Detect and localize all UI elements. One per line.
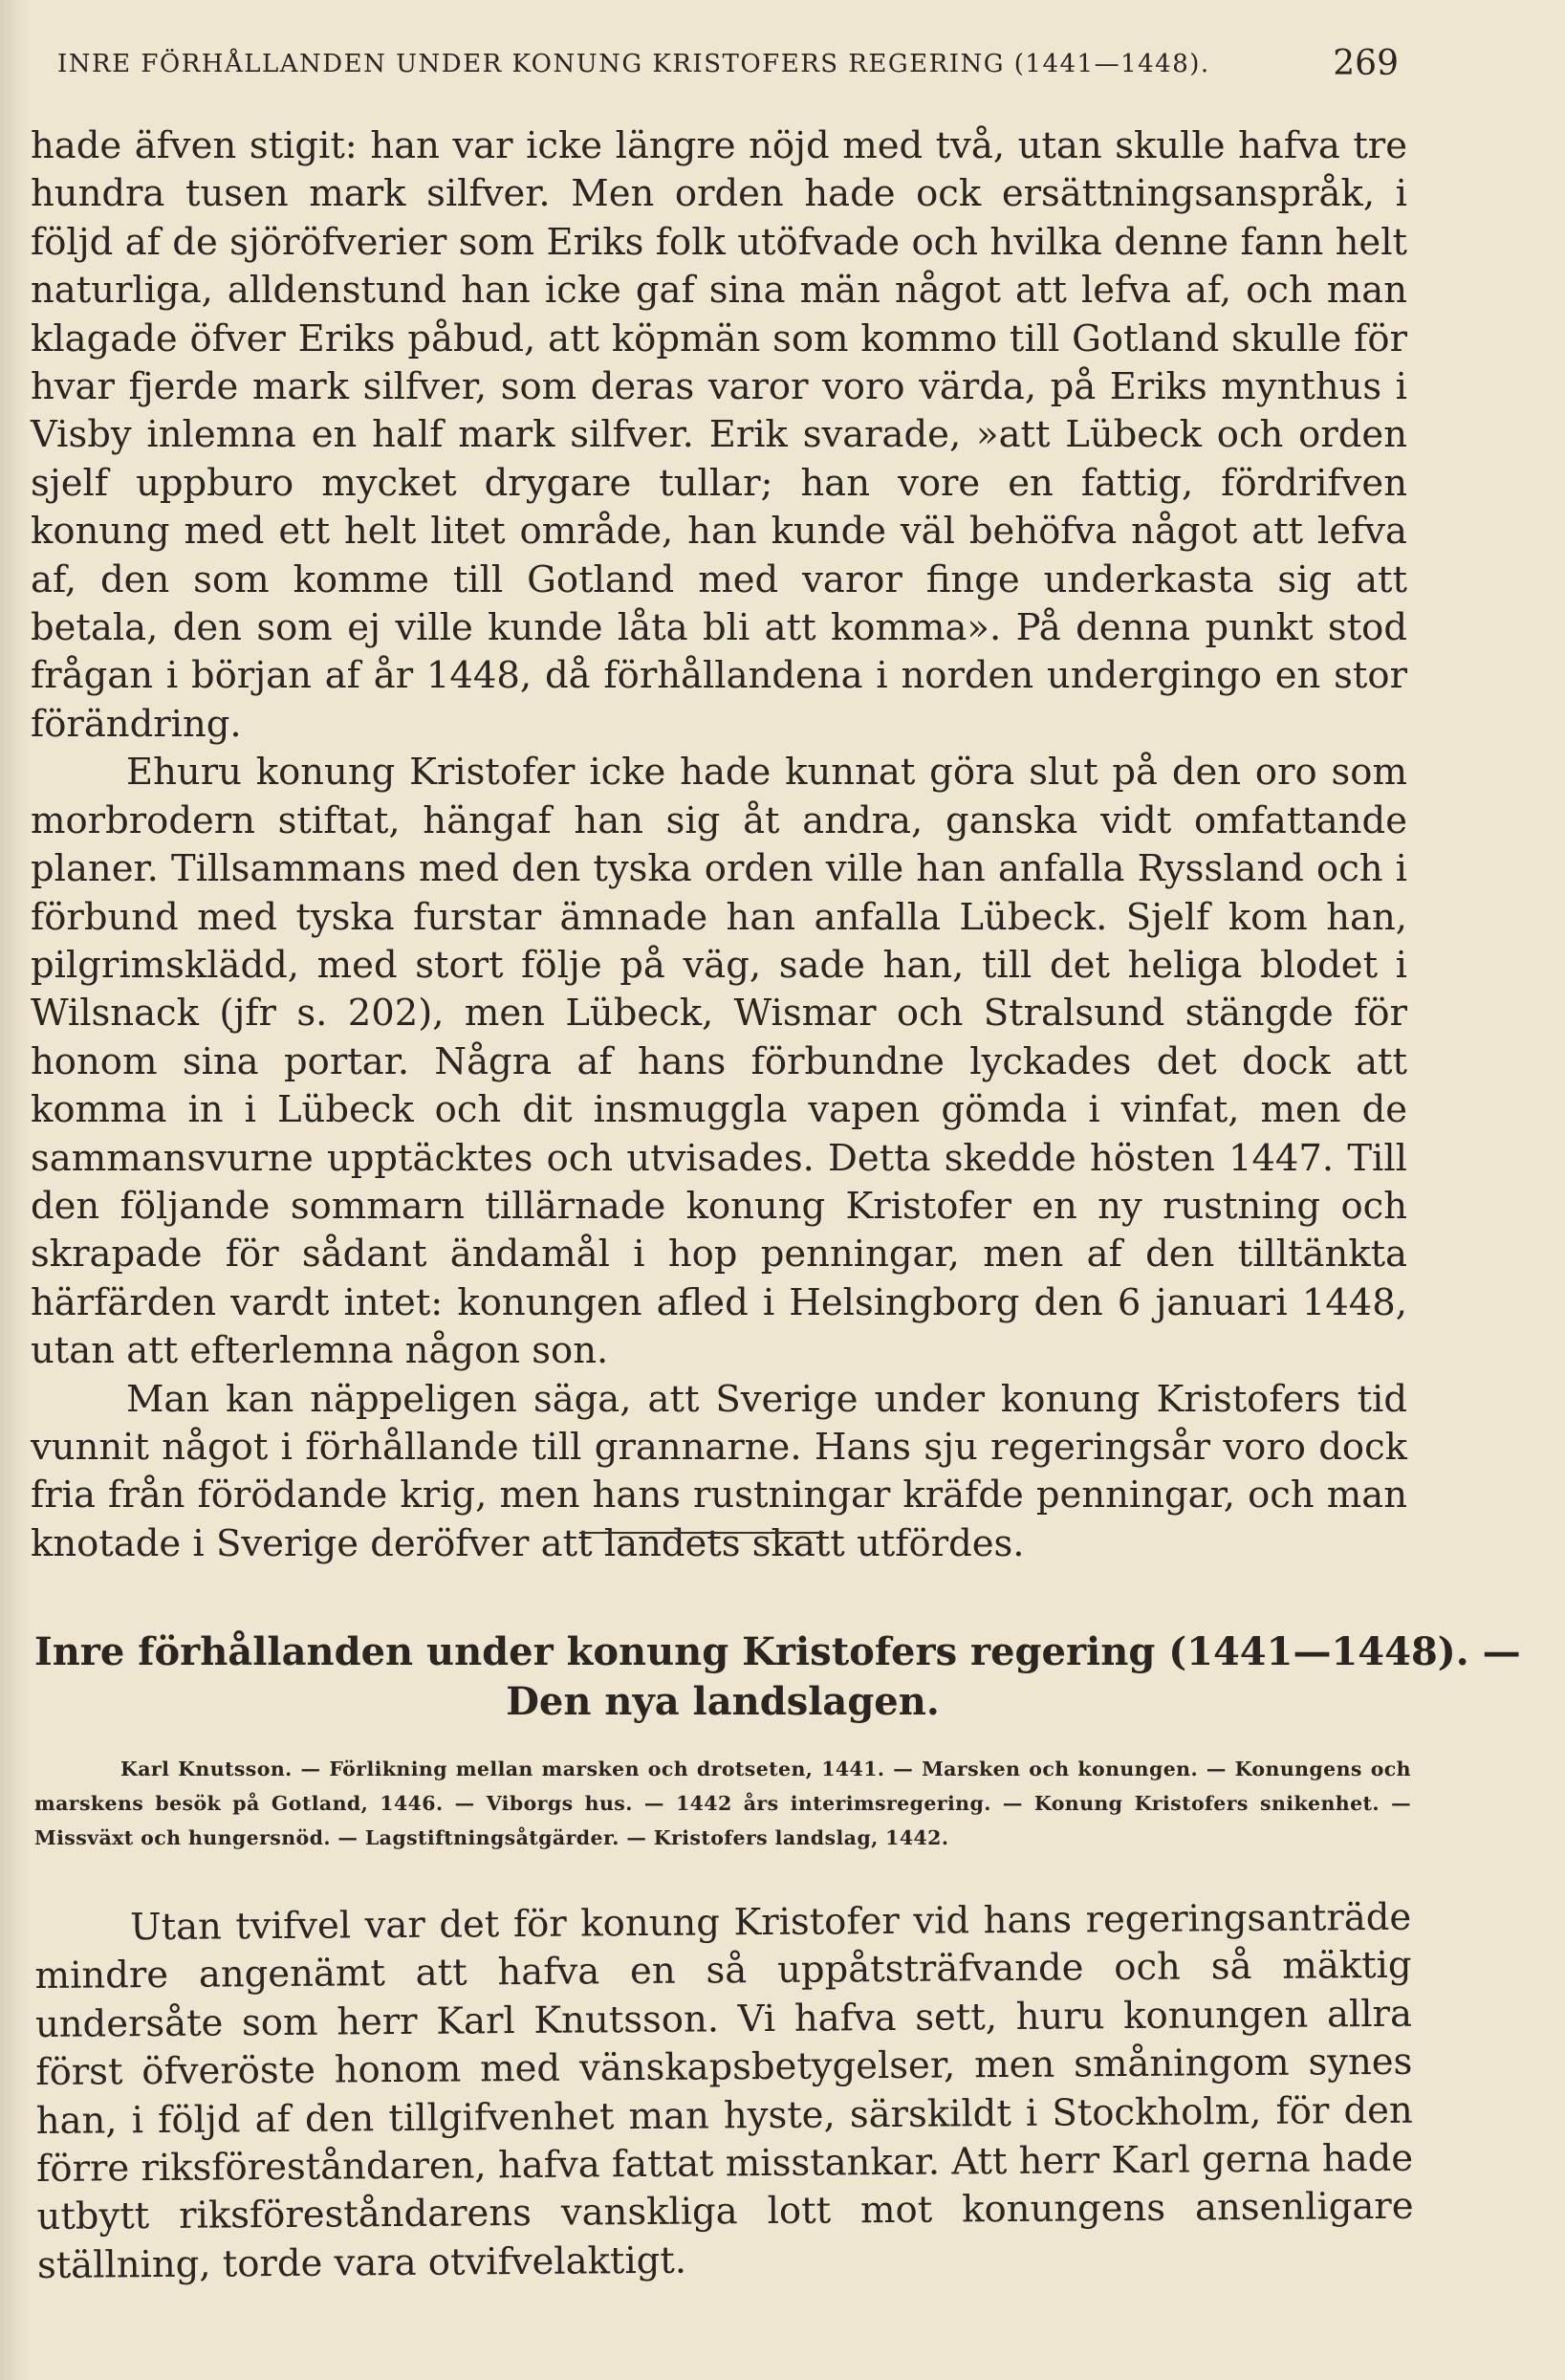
chapter-body [34, 1894, 1414, 2291]
chapter-title-line-1: Inre förhållanden under konung Kristofers regering (1441—1448). — [34, 1629, 1521, 1674]
running-head: INRE FÖRHÅLLANDEN UNDER KONUNG KRISTOFERS REGERING (1441—1448). [57, 50, 1210, 78]
page-number: 269 [1333, 44, 1399, 83]
body-text [31, 122, 1407, 1568]
paragraph-3: Man kan näppeligen säga, att Sverige under konung Kristofers tid vunnit något i förhållande till grannarne. Hans sju regeringsår voro dock fria från förödande krig, men hans rustningar kräfde penningar, och man knotade i Sverige deröfver att landets skatt utfördes. [31, 1377, 1407, 1565]
chapter-summary [34, 1752, 1411, 1855]
chapter-opening-paragraph: Utan tvifvel var det för konung Kristofer vid hans regeringsanträde mindre angenämt att hafva en så uppåtsträfvande och så mäktig undersåte som herr Karl Knutsson. Vi hafva sett, huru konungen allra först öfveröste honom med vänskapsbetygelser, men småningom synes han, i följd af den tillgifvenhet man hyste, särskildt i Stockholm, för den förre riksföreståndaren, hafva fattat misstankar. Att herr Karl gerna hade utbytt riksföreståndarens vanskliga lott mot konungens ansenligare ställning, torde vara otvifvelaktigt. [34, 1895, 1414, 2287]
chapter-title-line-2: Den nya landslagen. [506, 1679, 940, 1724]
paragraph-2: Ehuru konung Kristofer icke hade kunnat göra slut på den oro som morbrodern stiftat, hängaf han sig åt andra, ganska vidt omfattande planer. Tillsammans med den tyska orden ville han anfalla Ryssland och i förbund med tyska furstar ämnade han anfalla Lübeck. Sjelf kom han, pilgrimsklädd, med stort följe på väg, sade han, till det heliga blodet i Wilsnack (jfr s. 202), men Lübeck, Wismar och Stralsund stängde för honom sina portar. Några af hans förbundne lyckades det dock att komma in i Lübeck och dit insmuggla vapen gömda i vinfat, men de sammansvurne upptäcktes och utvisades. Detta skedde hösten 1447. Till den följande sommarn tillärnade konung Kristofer en ny rustning och skrapade för sådant ändamål i hop penningar, men af den tilltänkta härfärden vardt intet: konungen afled i Helsingborg den 6 januari 1448, utan att efterlemna någon son. [31, 751, 1407, 1373]
paragraph-1: hade äfven stigit: han var icke längre nöjd med två, utan skulle hafva tre hundra tusen mark silfver. Men orden hade ock ersättningsanspråk, i följd af de sjöröfverier som Eriks folk utöfvade och hvilka denne fann helt naturliga, alldenstund han icke gaf sina män något att lefva af, och man klagade öfver Eriks påbud, att köpmän som kommo till Gotland skulle för hvar fjerde mark silfver, som deras varor voro värda, på Eriks mynthus i Visby inlemna en half mark silfver. Erik svarade, »att Lübeck och orden sjelf uppburo mycket drygare tullar; han vore en fattig, fördrifven konung med ett helt litet område, han kunde väl behöfva något att lefva af, den som komme till Gotland med varor finge underkasta sig att betala, den som ej ville kunde låta bli att komma». På denna punkt stod frågan i början af år 1448, då förhållandena i norden undergingo en stor förändring. [31, 124, 1407, 746]
section-divider [579, 1532, 824, 1534]
chapter-title [34, 1627, 1521, 1727]
chapter-summary-text: Karl Knutsson. — Förlikning mellan marsken och drotseten, 1441. — Marsken och konungen. — Konungens och marskens besök på Gotland, 1446. — Viborgs hus. — 1442 års interimsregering. — Konung Kristofers snikenhet. — Missväxt och hungersnöd. — Lagstiftningsåtgärder. — Kristofers landslag, 1442. [34, 1758, 1411, 1849]
